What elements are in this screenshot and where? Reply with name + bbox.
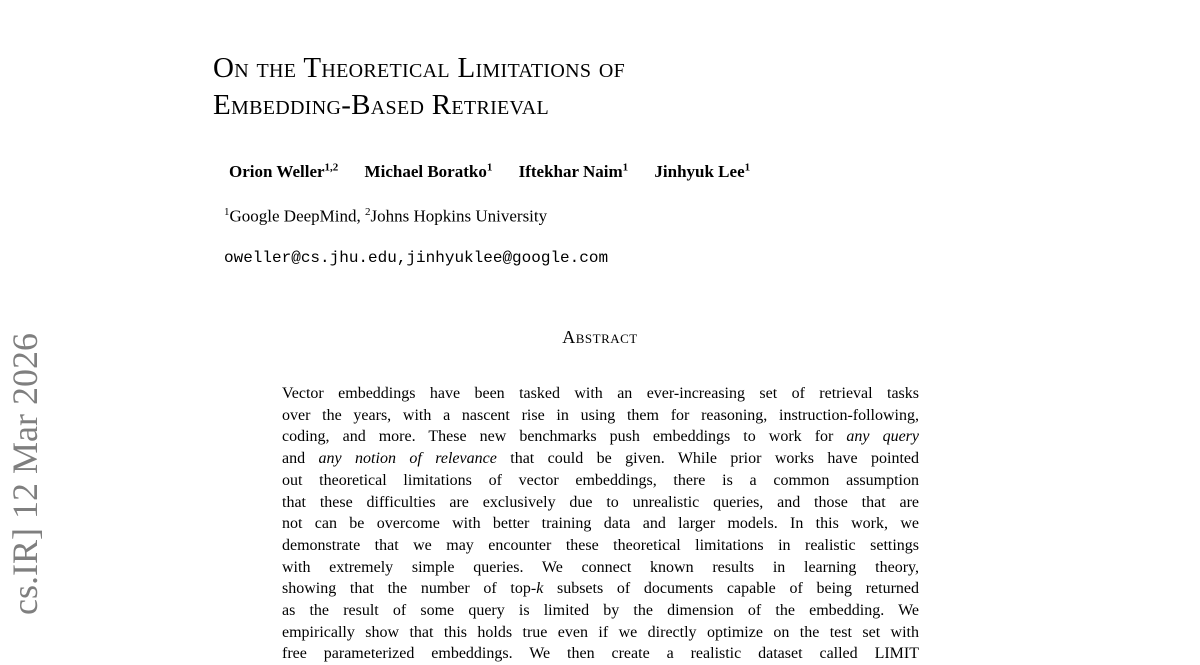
- abstract-line: demonstrate that we may encounter these theoretical limitations in realistic settings: [282, 536, 919, 554]
- abstract-line: over the years, with a nascent rise in using them for reasoning, instruction-following,: [282, 406, 919, 424]
- abstract-body: [282, 383, 919, 665]
- abstract-line: coding, and more. These new benchmarks push embeddings to work for any query: [282, 428, 919, 446]
- abstract-line: and any notion of relevance that could be given. While prior works have pointed: [282, 450, 920, 468]
- abstract-line: out theoretical limitations of vector embeddings, there is a common assumption: [282, 471, 919, 489]
- author: Orion Weller$^{1,2}$: [229, 161, 339, 181]
- abstract-line: empirically show that this holds true even if we directly optimize on the test set with: [282, 623, 919, 641]
- author: Michael Boratko$^1$: [364, 161, 493, 181]
- affiliations: $^1$Google DeepMind, $^2$Johns Hopkins University: [224, 206, 548, 226]
- abstract-line: that these difficulties are exclusively due to unrealistic queries, and those that are: [282, 493, 919, 511]
- abstract-line: not can be overcome with better training data and larger models. In this work, we: [282, 515, 919, 533]
- title-line-1: On the Theoretical Limitations of: [213, 52, 626, 84]
- abstract-heading: Abstract: [562, 327, 638, 347]
- abstract-line: showing that the number of top-k subsets of documents capable of being returned: [282, 580, 920, 598]
- author-emails: oweller@cs.jhu.edu,jinhyuklee@google.com: [224, 249, 609, 267]
- abstract-line: Vector embeddings have been tasked with an ever-increasing set of retrieval tasks: [282, 385, 919, 402]
- abstract-line: with extremely simple queries. We connect known results in learning theory,: [282, 558, 919, 576]
- author: Iftekhar Naim$^1$: [518, 161, 629, 181]
- author: Jinhyuk Lee$^1$: [654, 161, 751, 181]
- title-line-2: Embedding-Based Retrieval: [213, 89, 549, 121]
- arxiv-identifier-sidebar: cs.IR] 12 Mar 2026: [5, 333, 45, 615]
- author-list: [229, 161, 772, 182]
- abstract-line: free parameterized embeddings. We then create a realistic dataset called LIMIT: [282, 645, 919, 663]
- paper-title: [213, 50, 625, 124]
- abstract-line: as the result of some query is limited by the dimension of the embedding. We: [282, 602, 919, 620]
